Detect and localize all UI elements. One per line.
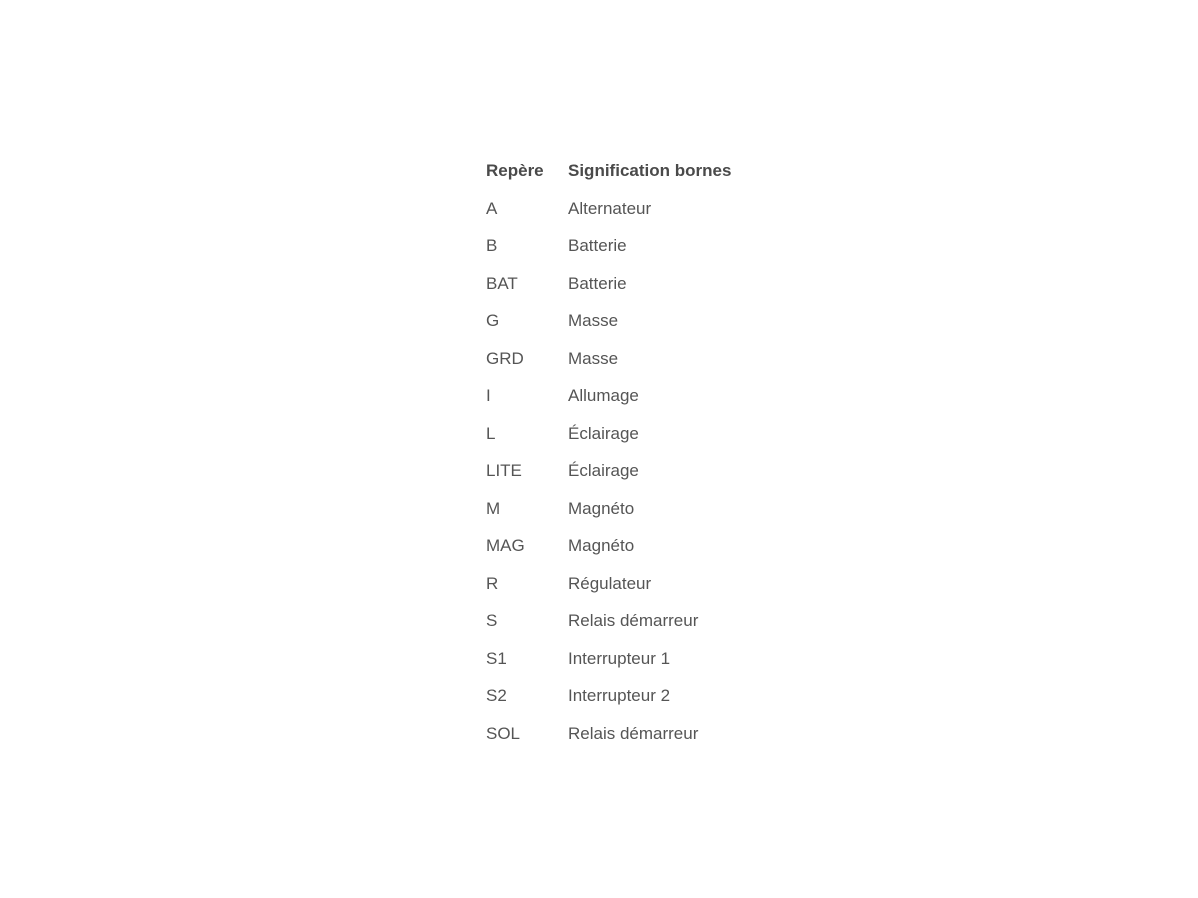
cell-code: B [486,236,498,256]
table-row [480,453,747,491]
cell-meaning: Alternateur [568,198,652,218]
table-row [480,603,747,641]
cell-meaning: Allumage [568,386,639,406]
cell-code: A [486,198,498,218]
cell-code: L [486,423,496,443]
table-row [480,415,747,453]
table-row [480,565,747,603]
header-meaning: Signification bornes [568,161,732,180]
cell-meaning: Masse [568,311,619,331]
cell-code: G [486,311,500,331]
table-header [480,152,747,190]
cell-code: S1 [486,648,507,668]
table-row [480,228,747,266]
cell-code: M [486,498,501,518]
cell-code: S2 [486,686,507,706]
cell-meaning: Interrupteur 1 [568,648,671,668]
cell-code: LITE [486,461,522,481]
cell-meaning: Relais démarreur [568,723,699,743]
table-row [480,265,747,303]
table-row [480,490,747,528]
table-row [480,340,747,378]
table-row [480,678,747,716]
table-row [480,303,747,341]
cell-code: R [486,573,499,593]
table-row [480,640,747,678]
table-row [480,378,747,416]
cell-meaning: Relais démarreur [568,611,699,631]
cell-meaning: Magnéto [568,536,635,556]
table-body [480,190,747,753]
header-code: Repère [486,161,544,180]
cell-code: SOL [486,723,521,743]
cell-meaning: Régulateur [568,573,652,593]
cell-meaning: Éclairage [568,461,639,481]
cell-code: BAT [486,273,518,293]
table-row [480,528,747,566]
header-row [480,152,747,190]
cell-meaning: Batterie [568,273,627,293]
cell-meaning: Masse [568,348,619,368]
cell-meaning: Batterie [568,236,627,256]
cell-meaning: Interrupteur 2 [568,686,671,706]
cell-code: I [486,386,491,406]
cell-meaning: Magnéto [568,498,635,518]
terminal-legend-table [480,152,747,753]
cell-code: GRD [486,348,524,368]
table-row [480,190,747,228]
cell-code: S [486,611,498,631]
cell-code: MAG [486,536,525,556]
cell-meaning: Éclairage [568,423,639,443]
table-row [480,715,747,753]
